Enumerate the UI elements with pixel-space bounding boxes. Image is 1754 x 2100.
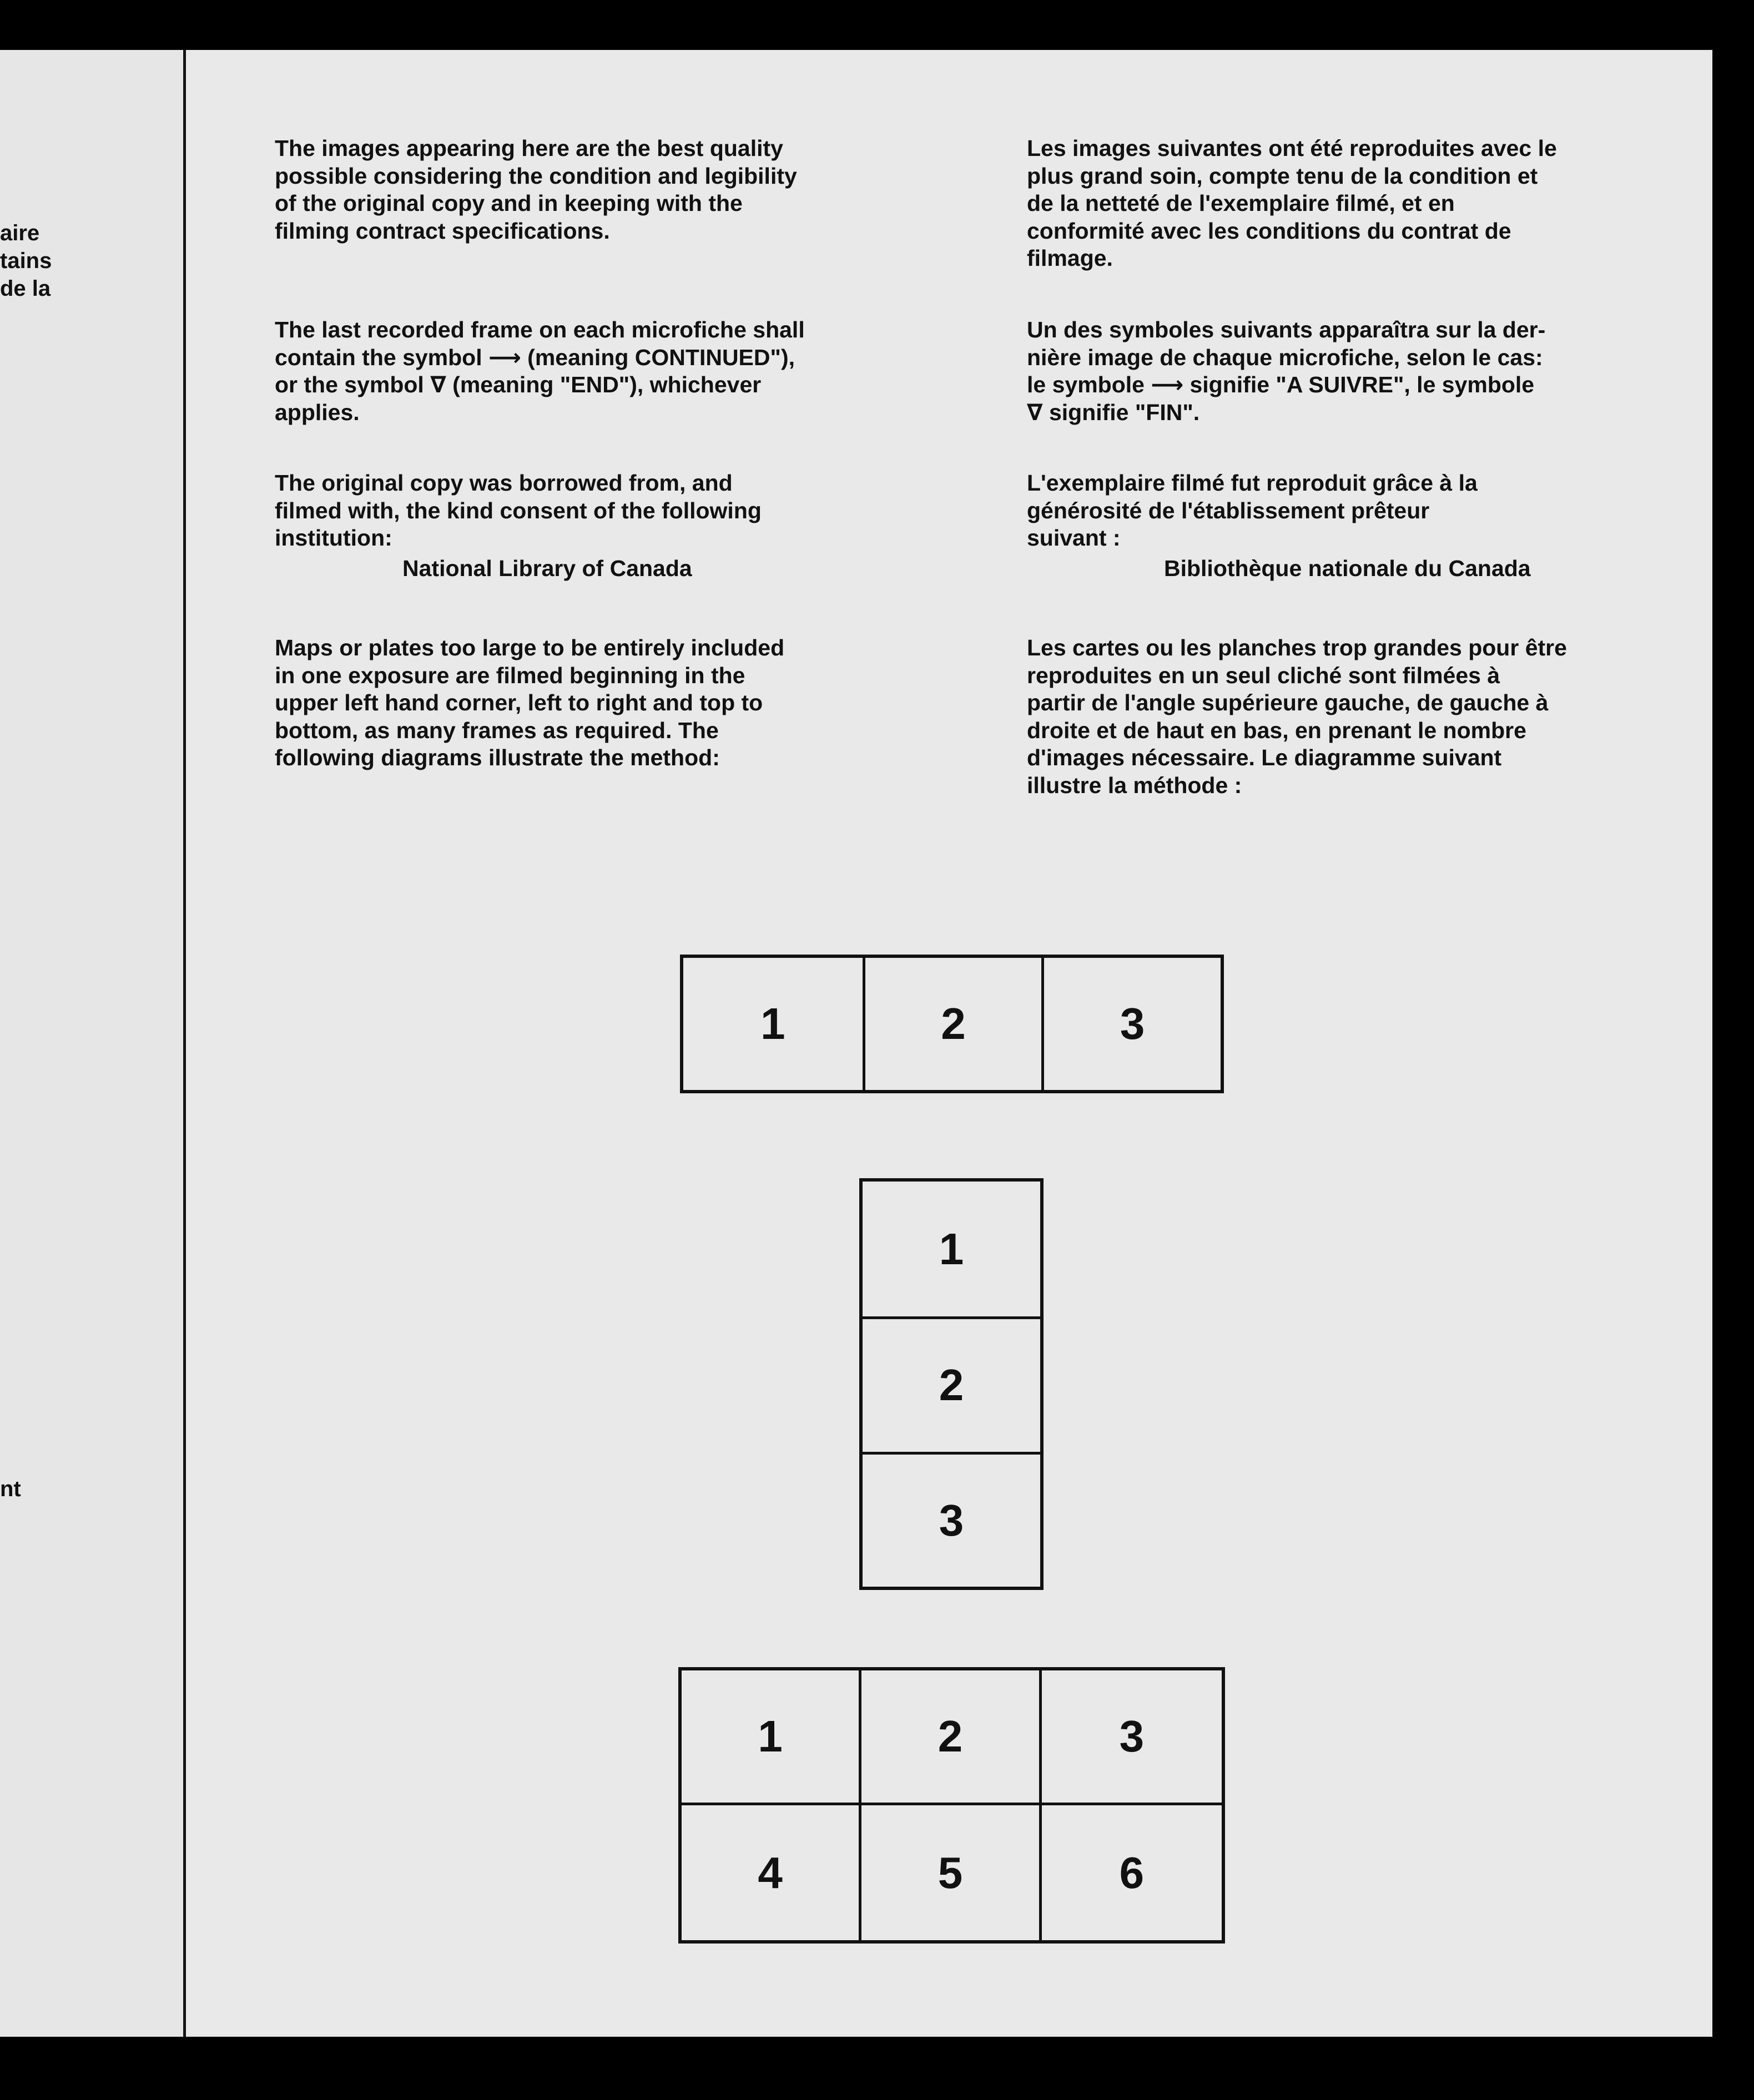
french-institution-paragraph: L'exemplaire filmé fut reproduit grâce à la générosité de l'établissement prêteur suivant : <box>1027 470 1478 551</box>
diagram-cell: 4 <box>682 1805 861 1940</box>
diagram-row-of-three <box>680 955 1224 1093</box>
diagram-cell: 1 <box>760 999 785 1048</box>
french-quality-paragraph: Les images suivantes ont été reproduites avec le plus grand soin, compte tenu de la condition et de la netteté de l'exemplaire filmé, et en conformité avec les conditions du contrat de filmage. <box>1027 135 1557 271</box>
diagram-cell: 1 <box>682 1670 861 1805</box>
left-fragment: de la <box>0 276 51 301</box>
diagram-grid-two-by-three <box>678 1667 1225 1943</box>
diagram-cell: 3 <box>1041 958 1221 1090</box>
left-fragment: aire <box>0 221 40 245</box>
diagram-cell: 3 <box>863 1452 1040 1587</box>
diagram-cell: 5 <box>861 1805 1041 1940</box>
english-quality-paragraph: The images appearing here are the best quality possible considering the condition and legibility of the original copy and in keeping with the filming contract specifications. <box>275 135 797 244</box>
english-maps-paragraph: Maps or plates too large to be entirely included in one exposure are filmed beginning in the upper left hand corner, left to right and top to bottom, as many frames as required. The following diagrams illustrate the method: <box>275 635 785 770</box>
diagram-cell: 6 <box>1119 1847 1145 1897</box>
english-institution-name: National Library of Canada <box>402 556 692 581</box>
diagram-cell: 2 <box>863 958 1042 1090</box>
french-institution-name: Bibliothèque nationale du Canada <box>1164 556 1531 581</box>
french-maps-paragraph: Les cartes ou les planches trop grandes pour être reproduites en un seul cliché sont filmées à partir de l'angle supérieure gauche, de gauche à droite et de haut en bas, en prenant le nombre d'images nécessaire. Le diagramme suivant illustre la méthode : <box>1027 635 1567 798</box>
left-fragment: tains <box>0 249 52 273</box>
diagram-cell: 2 <box>863 1316 1040 1451</box>
english-institution-paragraph: The original copy was borrowed from, and filmed with, the kind consent of the following institution: <box>275 470 762 551</box>
microfiche-page <box>0 50 1712 2037</box>
diagram-column-of-three <box>859 1178 1044 1590</box>
diagram-cell: 3 <box>1042 1670 1222 1805</box>
left-page-strip <box>0 50 186 2037</box>
left-fragment: nt <box>0 1477 21 1501</box>
diagram-cell: 2 <box>861 1670 1041 1805</box>
diagram-cell: 1 <box>939 1224 964 1274</box>
french-symbol-paragraph: Un des symboles suivants apparaîtra sur la der- nière image de chaque microfiche, selon le cas: le symbole ⟶ signifie "A SUIVRE", le symbole ∇ signifie "FIN". <box>1027 317 1546 425</box>
english-symbol-paragraph: The last recorded frame on each microfiche shall contain the symbol ⟶ (meaning CONTINUED"), or the symbol ∇ (meaning "END"), whichever applies. <box>275 317 805 425</box>
